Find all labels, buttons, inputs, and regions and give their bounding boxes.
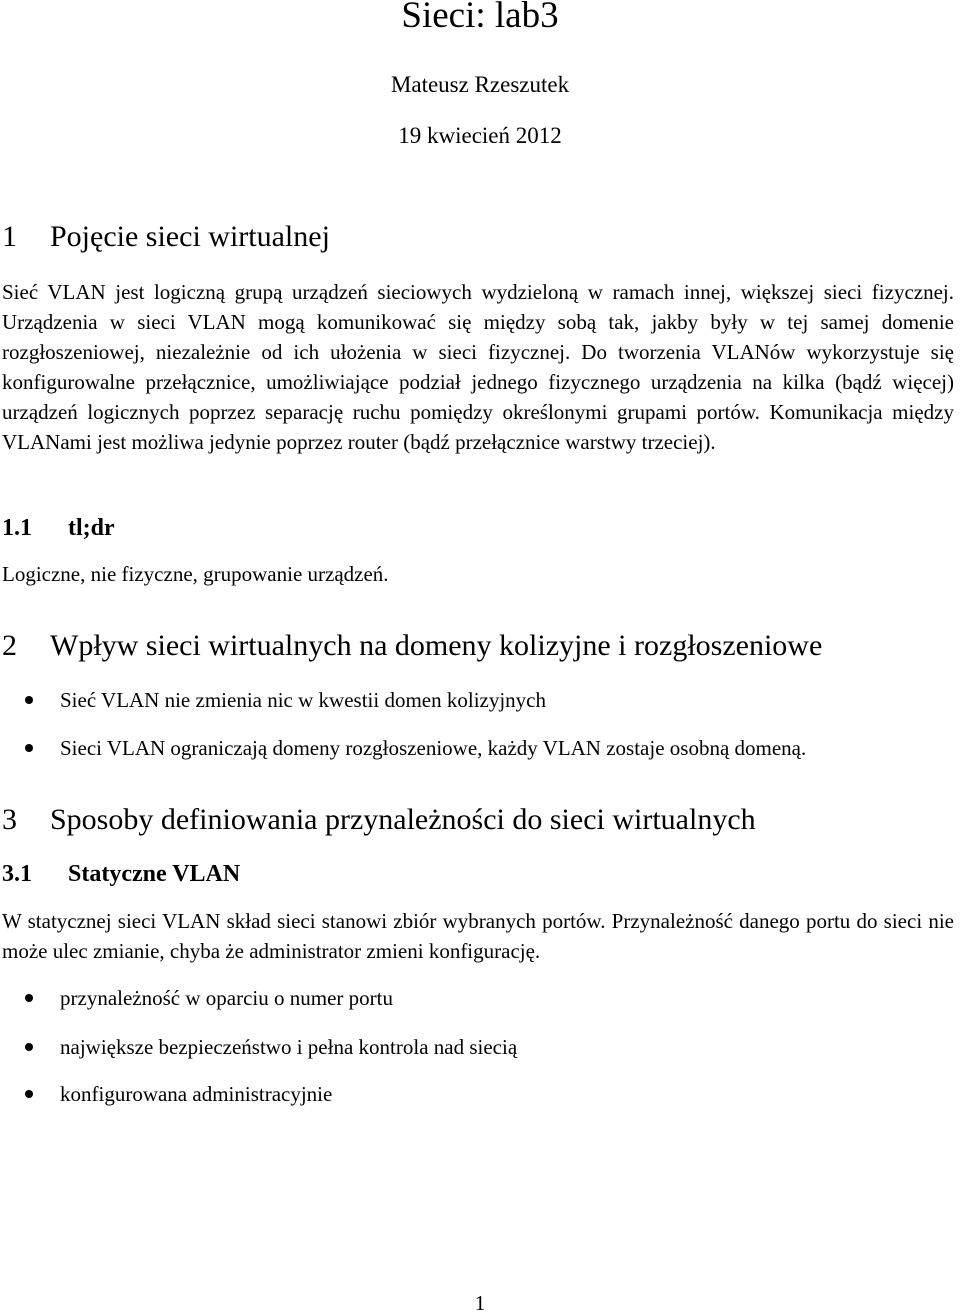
- subsection-3-1-heading: [2, 859, 240, 889]
- bullet-icon: [25, 744, 33, 752]
- section-1-heading: [2, 219, 330, 255]
- subsection-3-1-paragraph: W statycznej sieci VLAN skład sieci stanowi zbiór wybranych portów. Przynależność danego portu do sieci nie może ulec zmianie, chyba że administrator zmieni konfigurację.: [2, 909, 954, 963]
- list-item: konfigurowana administracyjnie: [60, 1079, 332, 1109]
- list-item: największe bezpieczeństwo i pełna kontrola nad siecią: [60, 1032, 517, 1062]
- section-1-paragraph: Sieć VLAN jest logiczną grupą urządzeń sieciowych wydzieloną w ramach innej, większej sieci fizycznej. Urządzenia w sieci VLAN mogą komunikować się między sobą tak, jakby były w tej samej domenie rozgłoszeniowej, niezależnie od ich ułożenia w sieci fizycznej. Do tworzenia VLANów wykorzystuje się konfigurowalne przełącznice, umożliwiające podział jednego fizycznego urządzenia na kilka (bądź więcej) urządzeń logicznych poprzez separację ruchu pomiędzy określonymi grupami portów. Komunikacja między VLANami jest możliwa jedynie poprzez router (bądź przełącznice warstwy trzeciej).: [2, 280, 954, 454]
- bullet-icon: [25, 1043, 33, 1051]
- list-item: Sieć VLAN nie zmienia nic w kwestii domen kolizyjnych: [60, 685, 546, 715]
- subsection-1-1-paragraph: Logiczne, nie fizyczne, grupowanie urządzeń.: [2, 562, 389, 586]
- section-title: Sposoby definiowania przynależności do sieci wirtualnych: [50, 803, 756, 836]
- bullet-icon: [25, 994, 33, 1002]
- subsection-number: 1.1: [2, 515, 32, 541]
- subsection-title: tl;dr: [68, 515, 115, 541]
- section-number: 3: [2, 803, 17, 836]
- bullet-icon: [25, 1090, 33, 1098]
- document-title: Sieci: lab3: [401, 0, 559, 36]
- subsection-1-1-heading: [2, 513, 115, 543]
- subsection-title: Statyczne VLAN: [68, 861, 241, 887]
- bullet-icon: [25, 696, 33, 704]
- section-3-heading: [2, 802, 756, 838]
- section-2-heading: [2, 628, 822, 664]
- page-number: 1: [474, 1291, 486, 1315]
- list-item: przynależność w oparciu o numer portu: [60, 983, 393, 1013]
- document-author: Mateusz Rzeszutek: [390, 72, 570, 97]
- section-number: 2: [2, 629, 17, 662]
- section-number: 1: [2, 220, 17, 253]
- section-title: Wpływ sieci wirtualnych na domeny kolizyjne i rozgłoszeniowe: [50, 629, 823, 662]
- subsection-number: 3.1: [2, 861, 32, 887]
- list-item: Sieci VLAN ograniczają domeny rozgłoszeniowe, każdy VLAN zostaje osobną domeną.: [60, 733, 806, 763]
- document-date: 19 kwiecień 2012: [398, 123, 562, 148]
- section-title: Pojęcie sieci wirtualnej: [50, 220, 330, 253]
